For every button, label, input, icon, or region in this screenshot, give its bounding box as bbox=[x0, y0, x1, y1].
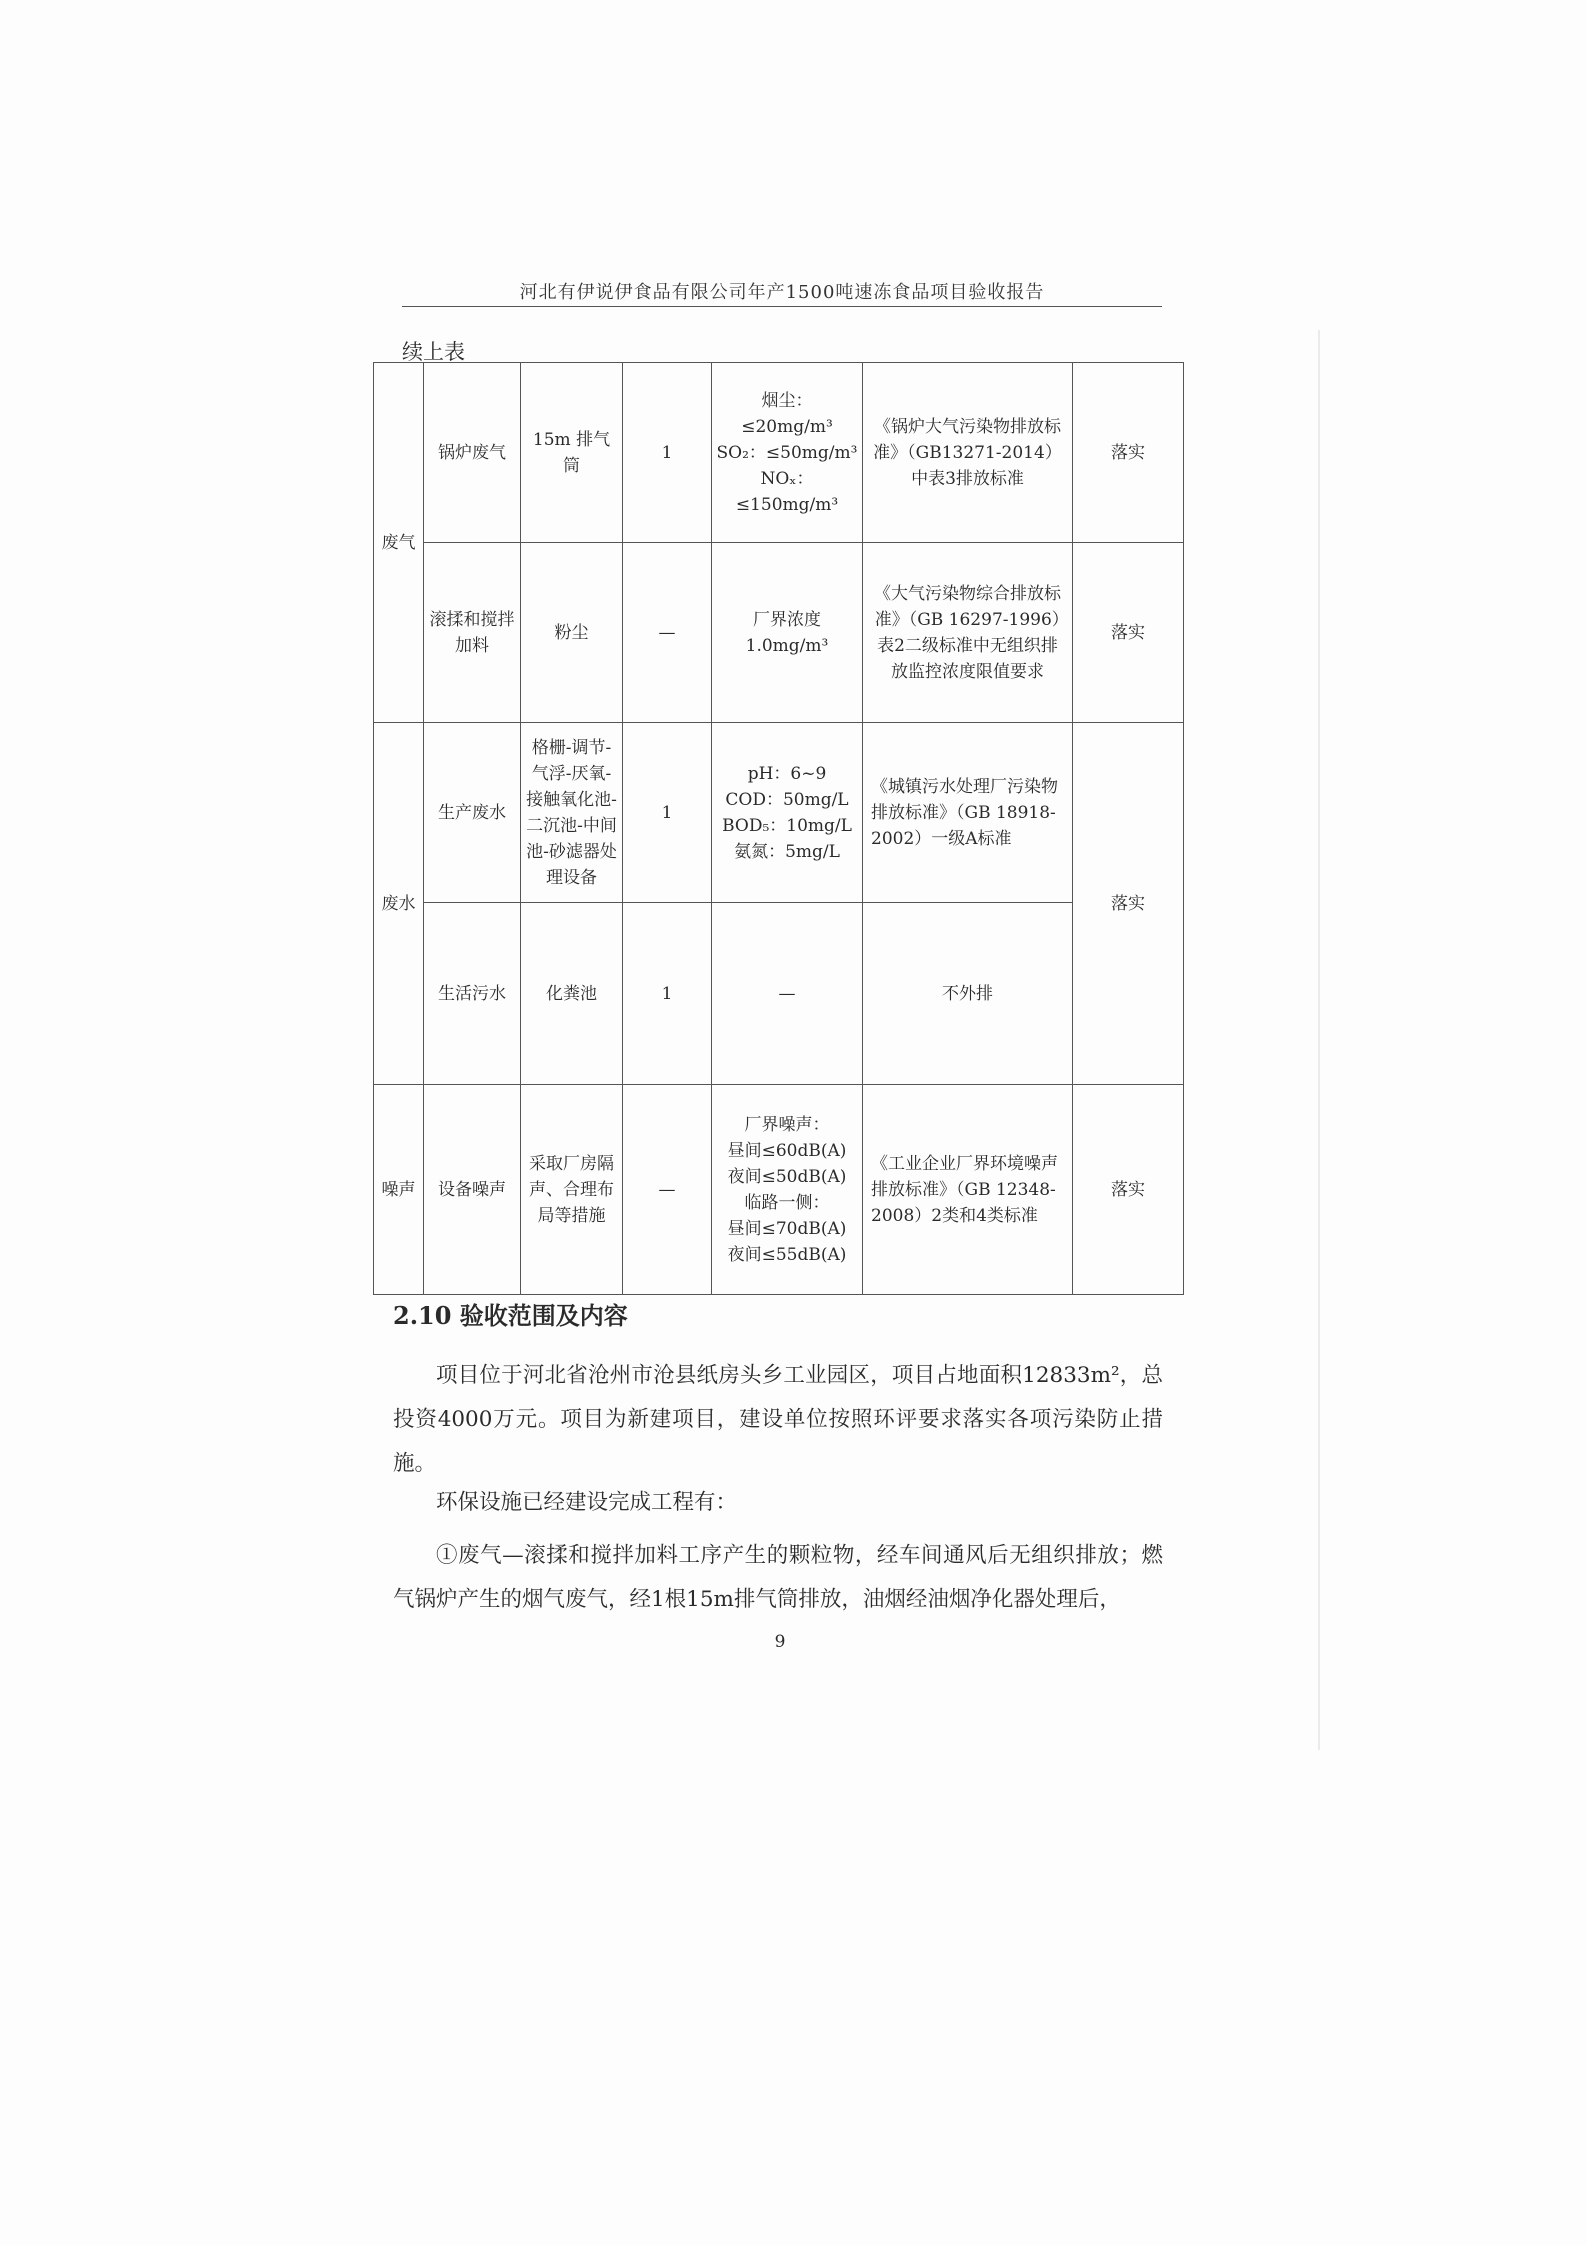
limit-line: COD：50mg/L bbox=[725, 789, 849, 810]
measure-cell: 粉尘 bbox=[521, 543, 623, 723]
limit-line: 临路一侧： bbox=[744, 1192, 830, 1213]
limits-cell bbox=[712, 543, 863, 723]
standard-cell: 《锅炉大气污染物排放标准》（GB13271-2014）中表3排放标准 bbox=[863, 363, 1073, 543]
limit-line: SO₂：≤50mg/m³ bbox=[716, 442, 858, 463]
measure-cell: 采取厂房隔声、合理布局等措施 bbox=[521, 1085, 623, 1295]
standard-cell: 《城镇污水处理厂污染物排放标准》（GB 18918-2002）一级A标准 bbox=[863, 723, 1073, 903]
limit-line: 厂界浓度 bbox=[753, 609, 821, 630]
measure-cell: 格栅-调节-气浮-厌氧-接触氧化池-二沉池-中间池-砂滤器处理设备 bbox=[521, 723, 623, 903]
count-cell: 1 bbox=[623, 903, 712, 1085]
standard-cell: 《工业企业厂界环境噪声排放标准》（GB 12348-2008）2类和4类标准 bbox=[863, 1085, 1073, 1295]
status-cell: 落实 bbox=[1073, 543, 1184, 723]
count-cell: — bbox=[623, 543, 712, 723]
limit-line: pH：6~9 bbox=[747, 763, 827, 784]
limit-line: NOₓ：≤150mg/m³ bbox=[735, 468, 839, 515]
source-cell: 锅炉废气 bbox=[424, 363, 521, 543]
body-paragraph: 项目位于河北省沧州市沧县纸房头乡工业园区，项目占地面积12833m²，总投资4000万元。项目为新建项目，建设单位按照环评要求落实各项污染防止措施。 bbox=[393, 1363, 1163, 1476]
source-cell: 生产废水 bbox=[424, 723, 521, 903]
limit-line: 昼间≤70dB(A) bbox=[727, 1218, 847, 1239]
source-cell: 滚揉和搅拌加料 bbox=[424, 543, 521, 723]
count-cell: 1 bbox=[623, 363, 712, 543]
measure-cell: 化粪池 bbox=[521, 903, 623, 1085]
limit-line: 1.0mg/m³ bbox=[745, 635, 829, 656]
table-row bbox=[374, 903, 1184, 1085]
header-rule bbox=[402, 306, 1162, 307]
limit-line: 厂界噪声： bbox=[744, 1114, 830, 1135]
count-cell: — bbox=[623, 1085, 712, 1295]
limit-line: 烟尘：≤20mg/m³ bbox=[741, 390, 833, 437]
running-header: 河北有伊说伊食品有限公司年产1500吨速冻食品项目验收报告 bbox=[519, 282, 1045, 303]
category-cell: 废气 bbox=[374, 363, 424, 723]
pollution-control-table bbox=[373, 362, 1184, 1295]
limit-line: 氨氮：5mg/L bbox=[734, 841, 840, 862]
status-cell: 落实 bbox=[1073, 723, 1184, 1085]
limit-line: BOD₅：10mg/L bbox=[722, 815, 852, 836]
page-number: 9 bbox=[774, 1632, 786, 1652]
measure-cell: 15m 排气筒 bbox=[521, 363, 623, 543]
category-cell: 噪声 bbox=[374, 1085, 424, 1295]
limit-line: 昼间≤60dB(A) bbox=[727, 1140, 847, 1161]
count-cell: 1 bbox=[623, 723, 712, 903]
status-cell: 落实 bbox=[1073, 1085, 1184, 1295]
continued-label: 续上表 bbox=[402, 340, 465, 364]
body-paragraph: ①废气—滚揉和搅拌加料工序产生的颗粒物，经车间通风后无组织排放；燃气锅炉产生的烟气废气，经1根15m排气筒排放，油烟经油烟净化器处理后， bbox=[393, 1543, 1163, 1612]
table-row bbox=[374, 363, 1184, 543]
table-row bbox=[374, 723, 1184, 903]
limits-cell bbox=[712, 723, 863, 903]
section-title: 2.10 验收范围及内容 bbox=[393, 1301, 628, 1330]
scan-edge bbox=[1318, 330, 1320, 1750]
limit-line: 夜间≤50dB(A) bbox=[727, 1166, 847, 1187]
body-paragraph: 环保设施已经建设完成工程有： bbox=[436, 1490, 738, 1515]
limits-cell bbox=[712, 1085, 863, 1295]
standard-cell: 《大气污染物综合排放标准》（GB 16297-1996）表2二级标准中无组织排放监控浓度限值要求 bbox=[863, 543, 1073, 723]
limit-line: 夜间≤55dB(A) bbox=[727, 1244, 847, 1265]
table-row bbox=[374, 1085, 1184, 1295]
limits-cell: — bbox=[712, 903, 863, 1085]
source-cell: 设备噪声 bbox=[424, 1085, 521, 1295]
status-cell: 落实 bbox=[1073, 363, 1184, 543]
source-cell: 生活污水 bbox=[424, 903, 521, 1085]
category-cell: 废水 bbox=[374, 723, 424, 1085]
limits-cell bbox=[712, 363, 863, 543]
standard-cell: 不外排 bbox=[863, 903, 1073, 1085]
table-row bbox=[374, 543, 1184, 723]
